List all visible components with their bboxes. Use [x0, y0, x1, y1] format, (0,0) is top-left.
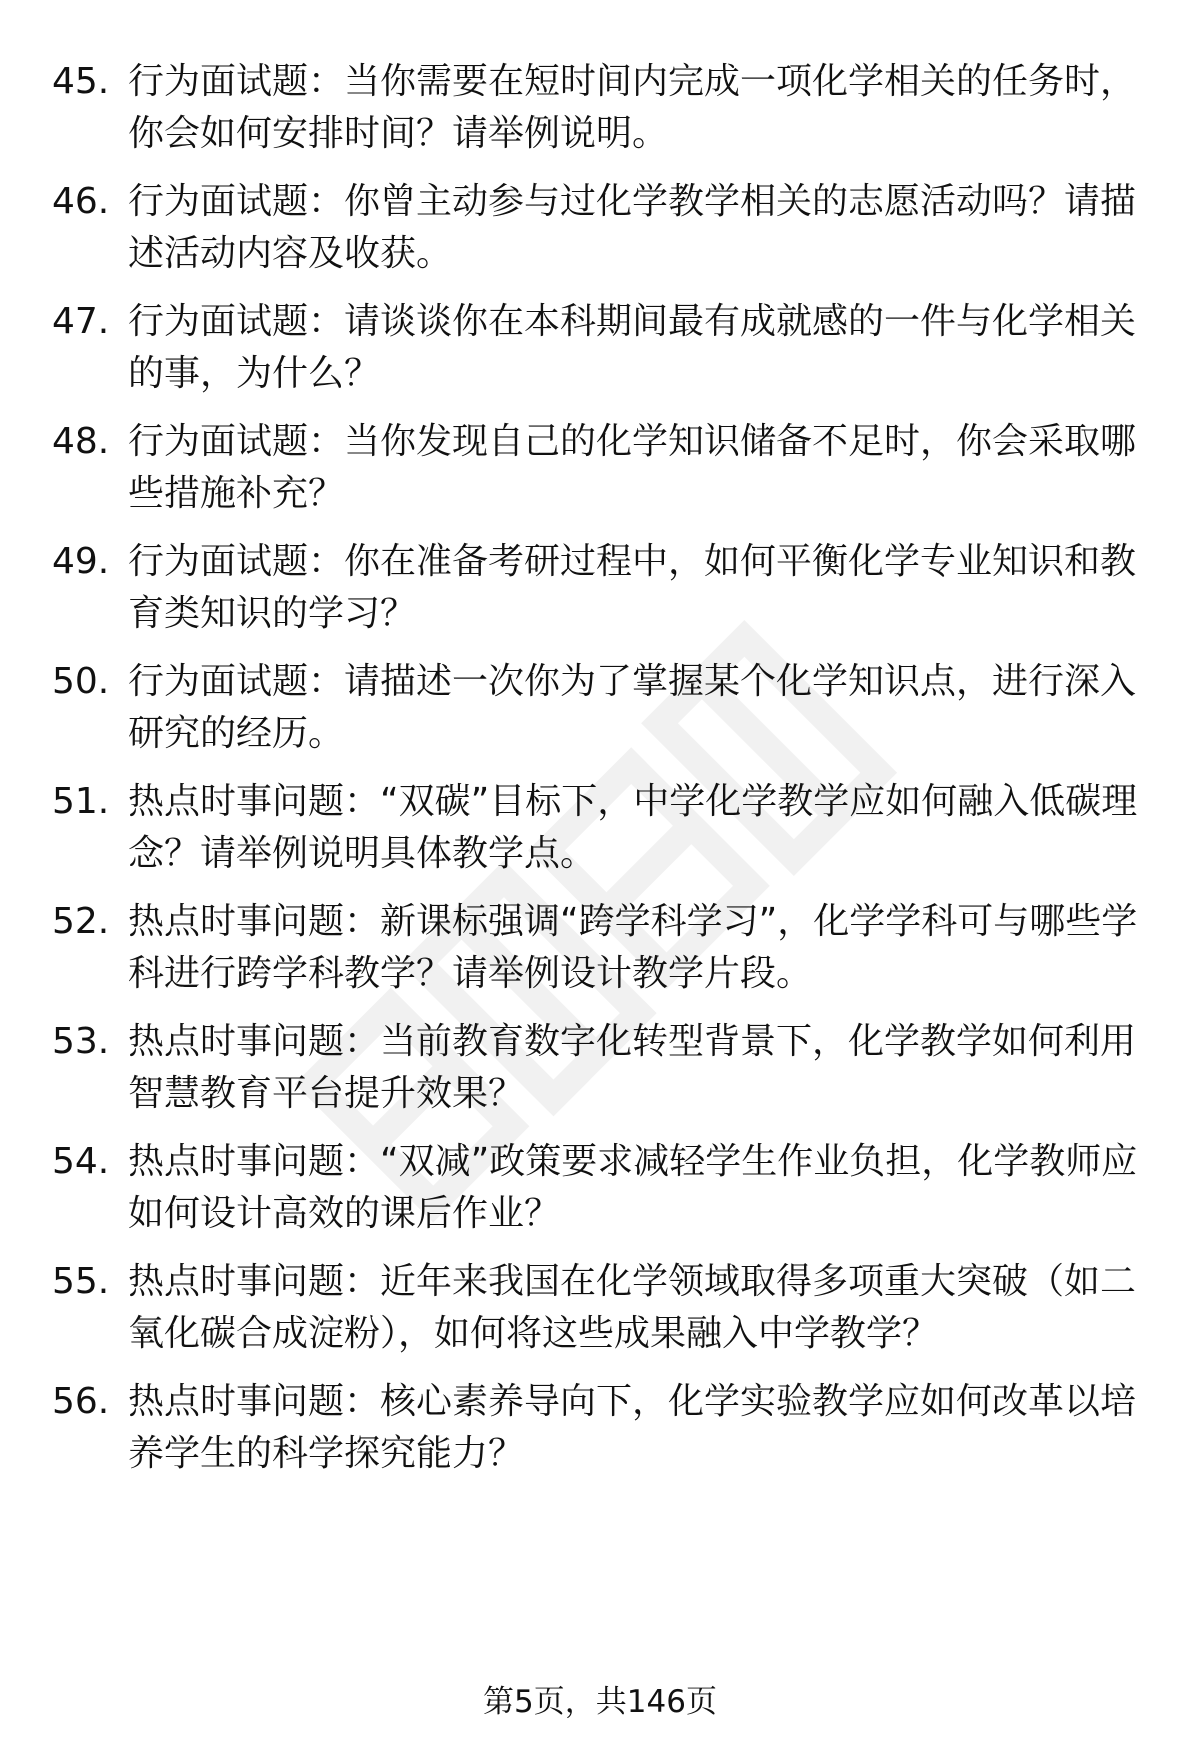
- question-number: 50.: [52, 661, 110, 702]
- question-text: 热点时事问题：“双碳”目标下，中学化学教学应如何融入低碳理念？请举例说明具体教学点。: [128, 781, 1138, 874]
- question-item: [0, 1136, 1200, 1256]
- question-number: 54.: [52, 1141, 110, 1182]
- question-text: 热点时事问题：“双减”政策要求减轻学生作业负担，化学教师应如何设计高效的课后作业？: [128, 1141, 1138, 1234]
- question-item: [0, 1016, 1200, 1136]
- question-number: 55.: [52, 1261, 110, 1302]
- question-item: [0, 56, 1200, 176]
- question-text: 热点时事问题：核心素养导向下，化学实验教学应如何改革以培养学生的科学探究能力？: [128, 1381, 1137, 1474]
- question-number: 47.: [52, 301, 110, 342]
- question-number: 51.: [52, 781, 110, 822]
- question-item: [0, 656, 1200, 776]
- question-item: [0, 296, 1200, 416]
- question-text: 行为面试题：请描述一次你为了掌握某个化学知识点，进行深入研究的经历。: [128, 661, 1137, 754]
- page-footer: 第5页，共146页: [483, 1684, 717, 1720]
- question-text: 行为面试题：请谈谈你在本科期间最有成就感的一件与化学相关的事，为什么？: [128, 301, 1137, 394]
- question-number: 45.: [52, 61, 110, 102]
- question-item: [0, 536, 1200, 656]
- question-item: [0, 776, 1200, 896]
- question-item: [0, 176, 1200, 296]
- question-number: 53.: [52, 1021, 110, 1062]
- question-item: [0, 896, 1200, 1016]
- question-item: [0, 1256, 1200, 1376]
- question-text: 热点时事问题：新课标强调“跨学科学习”，化学学科可与哪些学科进行跨学科教学？请举例设计教学片段。: [128, 901, 1138, 994]
- question-text: 热点时事问题：当前教育数字化转型背景下，化学教学如何利用智慧教育平台提升效果？: [128, 1021, 1137, 1114]
- question-text: 行为面试题：你在准备考研过程中，如何平衡化学专业知识和教育类知识的学习？: [128, 541, 1137, 634]
- question-item: [0, 1376, 1200, 1496]
- question-text: 行为面试题：当你需要在短时间内完成一项化学相关的任务时，你会如何安排时间？请举例说明。: [128, 61, 1137, 154]
- question-number: 46.: [52, 181, 110, 222]
- question-number: 49.: [52, 541, 110, 582]
- question-number: 56.: [52, 1381, 110, 1422]
- question-number: 52.: [52, 901, 110, 942]
- question-text: 行为面试题：你曾主动参与过化学教学相关的志愿活动吗？请描述活动内容及收获。: [128, 181, 1137, 274]
- question-text: 热点时事问题：近年来我国在化学领域取得多项重大突破（如二氧化碳合成淀粉），如何将这些成果融入中学教学？: [128, 1261, 1137, 1354]
- question-text: 行为面试题：当你发现自己的化学知识储备不足时，你会采取哪些措施补充？: [128, 421, 1137, 514]
- question-number: 48.: [52, 421, 110, 462]
- question-item: [0, 416, 1200, 536]
